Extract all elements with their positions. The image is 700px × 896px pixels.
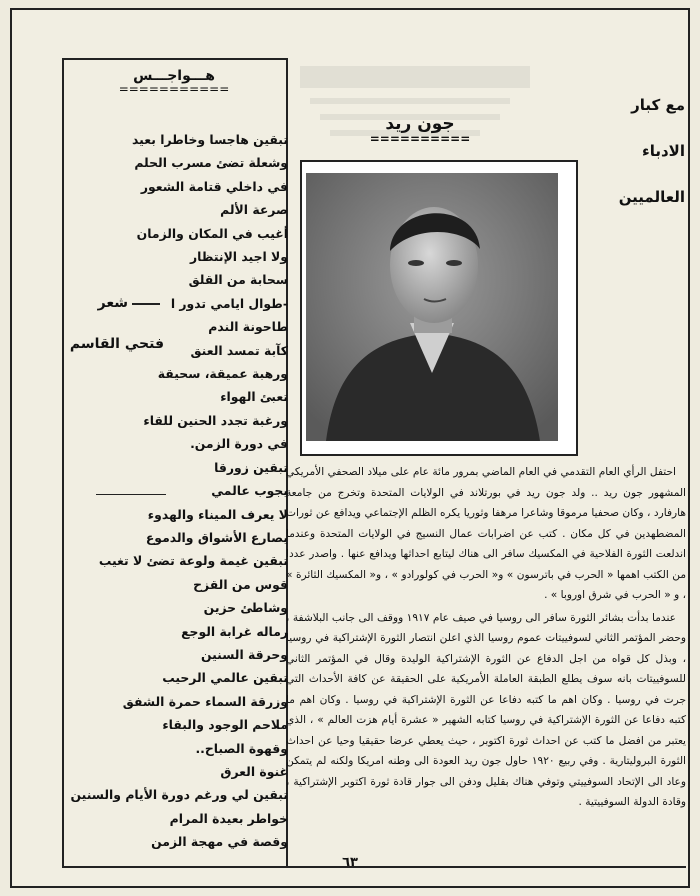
bleed-block	[300, 66, 530, 88]
photo-eye-right	[446, 260, 462, 266]
poem-line: في دورة الزمن.	[190, 436, 288, 452]
poem-line: طاحونة الندم	[208, 319, 288, 335]
series-line-1: مع كبار	[631, 96, 685, 114]
poem-line: ورغبة تجدد الحنين للقاء	[143, 412, 288, 428]
bleed-line	[310, 98, 510, 104]
poem-line: تبقين زورقا	[214, 459, 288, 475]
poem-body	[70, 128, 288, 854]
series-line-3: العالميين	[618, 188, 685, 206]
poem-line: سحابة من القلق	[188, 272, 288, 288]
poem-title: هـــواجـــس	[133, 68, 215, 84]
poem-heading	[64, 68, 284, 94]
poem-line: قوس من القزح	[193, 576, 288, 592]
article-title: جون ريد	[385, 114, 455, 134]
poem-title-underline: ===========	[118, 82, 230, 96]
poem-line: تعبئ الهواء	[220, 389, 288, 405]
poem-line: صرعة الألم	[220, 202, 288, 218]
poem-top-rule	[62, 58, 286, 60]
poem-line: كآبة تمسد العنق	[190, 342, 288, 358]
poem-author: فتحي القاسم	[69, 336, 164, 352]
poem-line: رماله غرابة الوجع	[181, 623, 288, 639]
photo-eye-left	[408, 260, 424, 266]
poem-line: تبقين عالمي الرحيب	[162, 670, 288, 686]
poem-line: وقهوة الصباح..	[195, 740, 288, 756]
poem-line: غنوة العرق	[220, 763, 288, 779]
poem-line: خواطر بعيدة المرام	[169, 810, 288, 826]
poem-line: لا يعرف الميناء والهدوء	[147, 506, 288, 522]
poem-line: ورهبة عميقة، سحيقة	[157, 366, 288, 382]
poem-line: تبقين غيمة ولوعة تضئ لا تغيب	[98, 553, 288, 569]
series-line-2: الادباء	[642, 142, 685, 160]
poem-line: أغيب في المكان والزمان	[136, 225, 288, 241]
poem-line: يصارع الأشواق والدموع	[145, 529, 288, 545]
poem-bottom-rule	[62, 866, 286, 868]
poem-line: في داخلي قتامة الشعور	[140, 178, 288, 194]
series-heading	[590, 82, 685, 220]
poem-line: يجوب عالمي	[211, 483, 288, 499]
article-paragraph-1: احتفل الرأي العام التقدمي في العام الماضي بمرور مائة عام على ميلاد الصحفي الأمريكي المشهور جون ريد .. ولد جون ريد في بورتلاند في الولايات المتحدة وتخرج من جامعة هارفارد ، وكان صحفيا مرموقا وشاعرا مرهفا وثوريا يكره الظلم الإجتماعي ويدافع عن ثورات المضطهدين في كل مكان . كتب عن اضرابات عمال النسيج في الولايات المتحدة وعندما اندلعت الثورة الفلاحية في المكسيك سافر الى هناك ليتابع احداثها ويدافع عنها . واصدر عددا من الكتب اهمها « الحرب في باترسون » و« الحرب في كولورادو » ، و« المكسيك الثائرة » ، و « الحرب في شرق اوروبا » .	[286, 466, 686, 601]
poem-line: ملاحم الوجود والبقاء	[162, 717, 288, 733]
article-title-block	[360, 114, 480, 144]
portrait-photo	[306, 173, 558, 441]
genre-label: شعر	[97, 295, 128, 311]
bleed-through-texture	[290, 58, 590, 163]
poem-line: وقصة في مهجة الزمن	[151, 834, 288, 850]
article-body	[286, 462, 686, 815]
poem-line: وزرقة السماء حمرة الشفق	[122, 693, 288, 709]
poem-line: تبقين هاجسا وخاطرا بعيد	[132, 132, 288, 147]
poem-line: وشعلة تضئ مسرب الحلم	[134, 155, 288, 171]
poem-line: ولا اجيد الإنتظار	[190, 249, 288, 265]
page-number: ٦٣	[342, 855, 358, 870]
poem-line: -طوال ايامي تدور ا	[170, 295, 288, 311]
poem-line: وشاطئ حزين	[203, 600, 288, 616]
bleed-through-lines	[290, 58, 590, 163]
poem-line: تبقين لي ورغم دورة الأيام والسنين	[70, 787, 288, 803]
article-paragraph-2: عندما بدأت بشائر الثورة سافر الى روسيا في صيف عام ١٩١٧ ووقف الى جانب البلاشفة ، وحضر المؤتمر الثاني لسوفييتات عموم روسيا الذي اعلن انتصار الثورة الإشتراكية في روسيا ، وبذل كل قواه من اجل الدفاع عن الثورة الإشتراكية الوليدة وقال في المؤتمر الثاني للسوفييتات بانه سوف يطلع الطبقة العاملة الأمريكية على الحقيقة عن كافة الأحداث التي جرت في روسيا . وكان اهم ما كتبه دفاعا عن الثورة الإشتراكية في روسيا . وكان اهم ما كتبه دفاعا عن الثورة الإشتراكية في روسيا كتابه الشهير « عشرة أيام هزت العالم » ، الذي يعتبر من افضل ما كتب عن احداث ثورة اكتوبر ، حيث يعطي عرضا حقيقيا وحيا عن احداث الثورة البروليتارية . وفي ربيع ١٩٢٠ حاول جون ريد العودة الى وطنه امريكا ولكنه لم يتمكن وعاد الى الإتحاد السوفييتي وتوفي هناك بقليل ودفن الى جوار قادة ثورة اكتوبر الإشتراكية ، وقادة الدولة السوفييتية .	[286, 611, 686, 808]
title-underline: ==========	[369, 132, 471, 146]
left-border	[62, 58, 64, 866]
poem-line: وحرقة السنين	[200, 646, 288, 662]
